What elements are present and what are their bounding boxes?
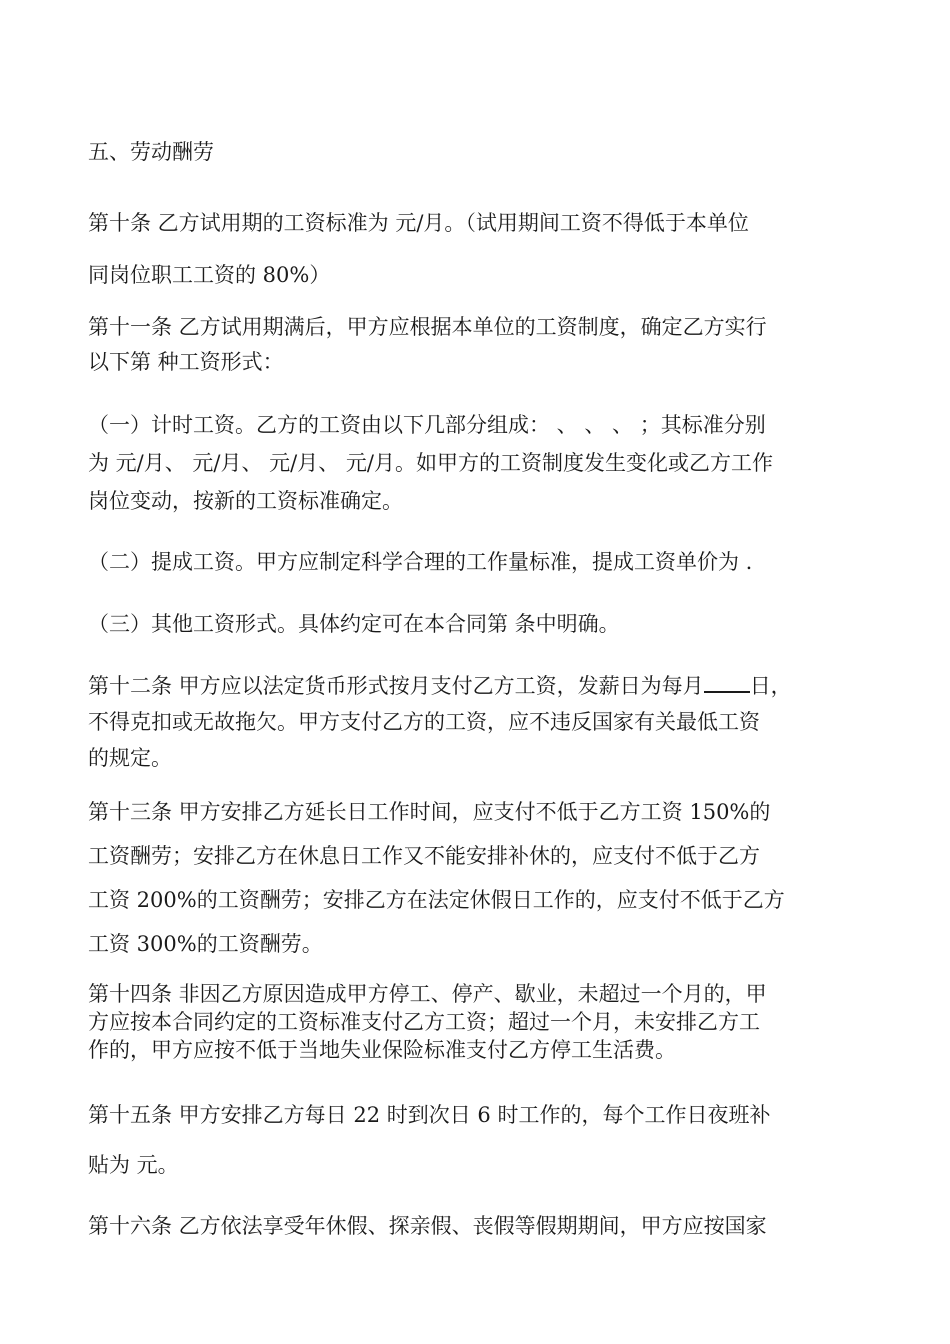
article-13-line-2: 工资酬劳；安排乙方在休息日工作又不能安排补休的，应支付不低于乙方: [88, 844, 760, 868]
article-12-line-2: 不得克扣或无故拖欠。甲方支付乙方的工资，应不违反国家有关最低工资: [88, 710, 760, 734]
article-15-line-1: 第十五条 甲方安排乙方每日 22 时到次日 6 时工作的，每个工作日夜班补: [88, 1103, 771, 1127]
item-1-line-3: 岗位变动，按新的工资标准确定。: [88, 489, 403, 513]
article-14-line-1: 第十四条 非因乙方原因造成甲方停工、停产、歇业，未超过一个月的，甲: [88, 982, 767, 1006]
article-12-line-1-text: 第十二条 甲方应以法定货币形式按月支付乙方工资，发薪日为每月: [88, 674, 704, 698]
article-16-line-1: 第十六条 乙方依法享受年休假、探亲假、丧假等假期期间，甲方应按国家: [88, 1214, 767, 1238]
article-12-line-3: 的规定。: [88, 746, 172, 770]
article-10-line-1: 第十条 乙方试用期的工资标准为 元/月。（试用期间工资不得低于本单位: [88, 211, 749, 235]
item-3-line-1: （三）其他工资形式。具体约定可在本合同第 条中明确。: [88, 612, 620, 636]
article-14-line-2: 方应按本合同约定的工资标准支付乙方工资；超过一个月，未安排乙方工: [88, 1010, 760, 1034]
article-13-line-1: 第十三条 甲方安排乙方延长日工作时间，应支付不低于乙方工资 150%的: [88, 800, 771, 824]
section-title: [88, 136, 868, 166]
article-13: [88, 790, 868, 966]
article-11-line-1: 第十一条 乙方试用期满后，甲方应根据本单位的工资制度，确定乙方实行: [88, 315, 767, 339]
item-2: [88, 546, 868, 576]
item-1-line-2: 为 元/月、 元/月、 元/月、 元/月。如甲方的工资制度发生变化或乙方工作: [88, 451, 773, 475]
article-14-line-3: 作的，甲方应按不低于当地失业保险标准支付乙方停工生活费。: [88, 1038, 676, 1062]
article-12-line-1: [88, 668, 868, 704]
article-13-line-4: 工资 300%的工资酬劳。: [88, 932, 323, 956]
article-16: [88, 1210, 868, 1240]
article-11-line-2: 以下第 种工资形式：: [88, 350, 284, 374]
item-3: [88, 608, 868, 638]
section-title-text: 五、劳动酬劳: [88, 140, 214, 164]
article-11: [88, 310, 868, 380]
item-1-line-1: （一）计时工资。乙方的工资由以下几部分组成： 、 、 、 ；其标准分别: [88, 413, 766, 437]
article-13-line-3: 工资 200%的工资酬劳；安排乙方在法定休假日工作的，应支付不低于乙方: [88, 888, 785, 912]
article-10-line-2: 同岗位职工工资的 80%）: [88, 263, 331, 287]
item-1: [88, 406, 868, 520]
article-14: [88, 980, 868, 1064]
article-12-line-1-end: 日，: [749, 674, 792, 698]
article-15-line-2: 贴为 元。: [88, 1153, 179, 1177]
item-2-line-1: （二）提成工资。甲方应制定科学合理的工作量标准，提成工资单价为 .: [88, 550, 753, 574]
payday-blank: [704, 673, 750, 693]
article-10: [88, 197, 868, 301]
article-12: [88, 668, 868, 776]
article-15: [88, 1090, 868, 1190]
